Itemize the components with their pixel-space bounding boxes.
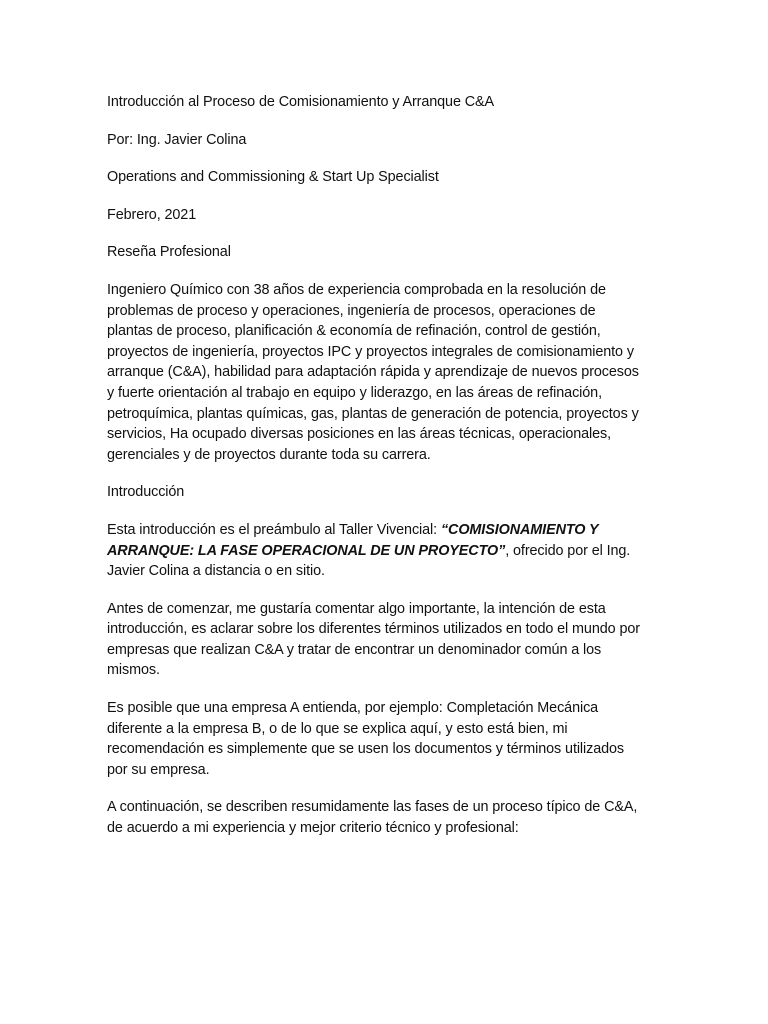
workshop-title: “COMISIONAMIENTO Y ARRANQUE: LA FASE OPERACIONAL DE UN PROYECTO” — [107, 521, 599, 559]
intro-paragraph-4: A continuación, se describen resumidamente las fases de un proceso típico de C&A, de acuerdo a mi experiencia y mejor criterio técnico y profesional: — [107, 799, 638, 837]
profile-heading: Reseña Profesional — [107, 244, 231, 261]
author-role: Operations and Commissioning & Start Up Specialist — [107, 169, 439, 186]
document-author: Por: Ing. Javier Colina — [107, 131, 247, 148]
profile-paragraph: Ingeniero Químico con 38 años de experiencia comprobada en la resolución de problemas de proceso y operaciones, ingeniería de procesos, operaciones de plantas de proceso, planificación & economía de refinación, control de gestión, proyectos de ingeniería, proyectos IPC y proyectos integrales de comisionamiento y arranque (C&A), habilidad para adaptación rápida y aprendizaje de nuevos procesos y fuerte orientación al trabajo en equipo y liderazgo, en las áreas de refinación, petroquímica, plantas químicas, gas, plantas de generación de potencia, proyectos y servicios, Ha ocupado diversas posiciones en las áreas técnicas, operacionales, gerenciales y de proyectos durante toda su carrera. — [107, 281, 639, 463]
intro-p1-tail: , ofrecido por el Ing. Javier Colina a distancia o en sitio. — [107, 542, 631, 580]
intro-paragraph-3: Es posible que una empresa A entienda, por ejemplo: Completación Mecánica diferente a la empresa B, o de lo que se explica aquí, y esto está bien, mi recomendación es simplemente que se usen los documentos y términos utilizados por su empresa. — [107, 700, 625, 778]
document-title: Introducción al Proceso de Comisionamiento y Arranque C&A — [107, 94, 495, 110]
intro-paragraph-2: Antes de comenzar, me gustaría comentar algo importante, la intención de esta introducción, es aclarar sobre los diferentes términos utilizados en todo el mundo por empresas que realizan C&A y tratar de encontrar un denominador común a los mismos. — [107, 600, 640, 679]
document-date: Febrero, 2021 — [107, 206, 197, 223]
intro-p1-lead: Esta introducción es el preámbulo al Taller Vivencial: — [107, 521, 441, 538]
intro-heading: Introducción — [107, 484, 185, 501]
intro-paragraph-1 — [107, 520, 642, 582]
document-page — [107, 92, 642, 856]
